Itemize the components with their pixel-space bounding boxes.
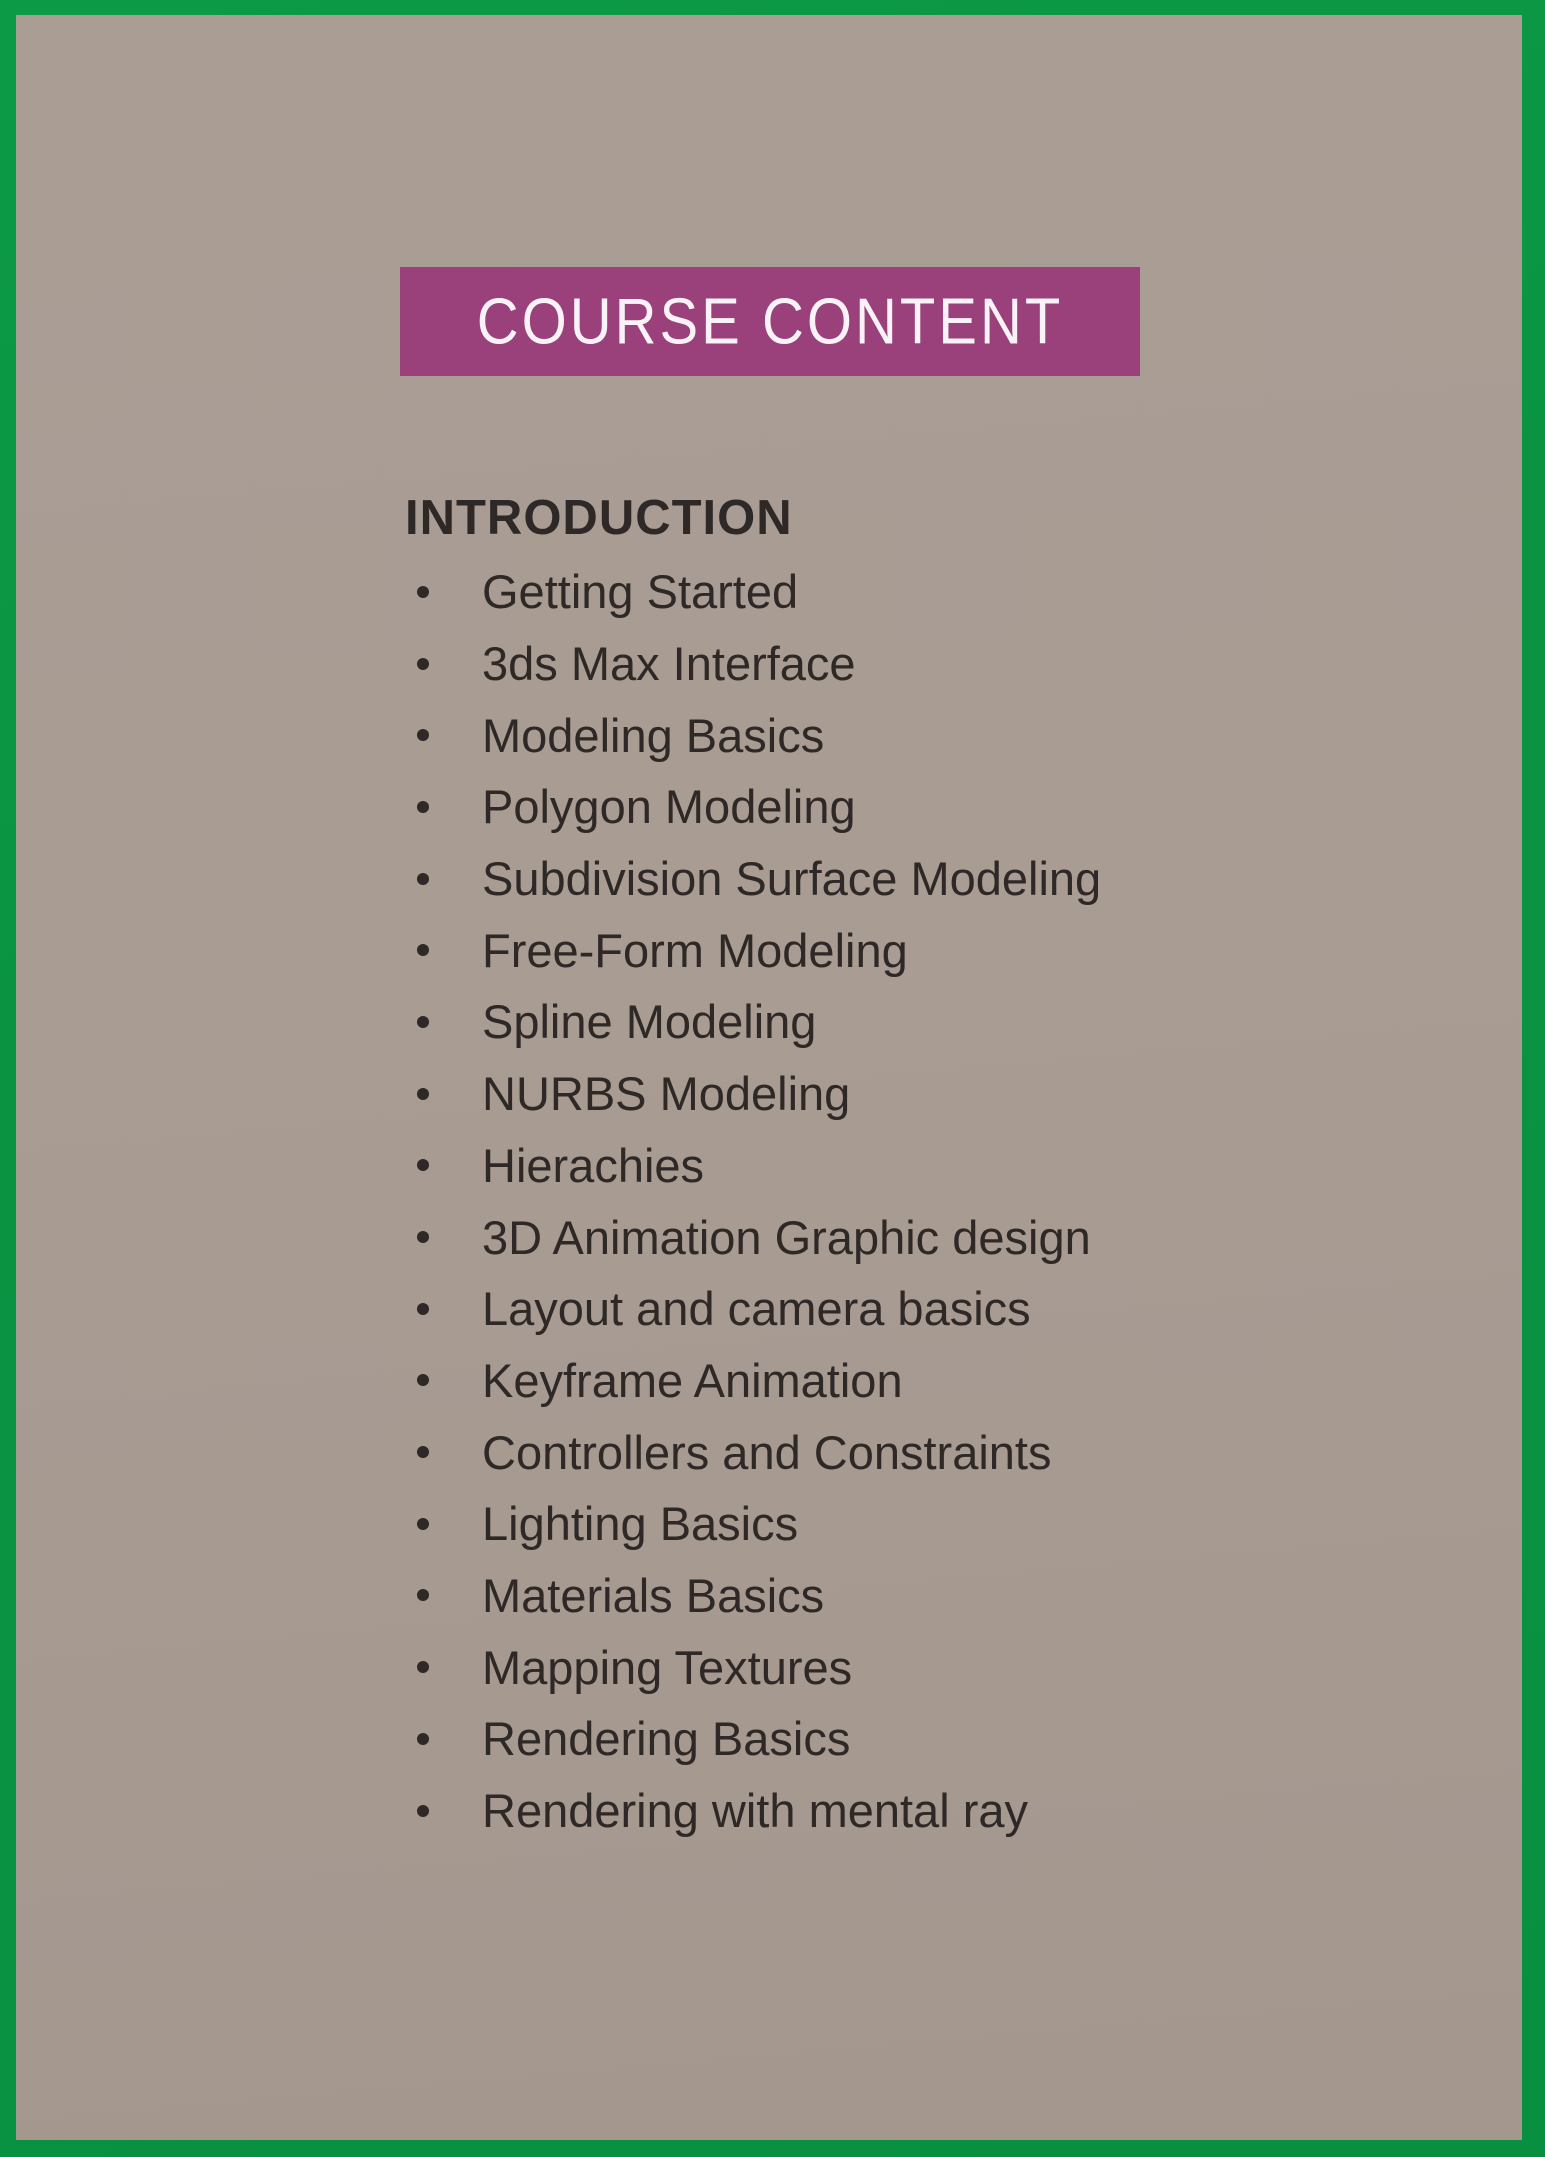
bullet-icon xyxy=(405,628,482,700)
topic-label: Keyframe Animation xyxy=(482,1353,903,1407)
topic-item xyxy=(405,1130,1305,1202)
bullet-icon xyxy=(405,843,482,915)
topic-item xyxy=(405,1345,1305,1417)
topic-label: Subdivision Surface Modeling xyxy=(482,852,1102,906)
topic-item xyxy=(405,843,1305,915)
bullet-icon xyxy=(405,1345,482,1417)
topic-label: Lighting Basics xyxy=(482,1497,799,1551)
topic-label: Hierachies xyxy=(482,1138,705,1192)
bullet-icon xyxy=(405,1703,482,1775)
topic-item xyxy=(405,1058,1305,1130)
slide-background xyxy=(16,15,1522,2140)
topic-item xyxy=(405,914,1305,986)
topic-item xyxy=(405,1273,1305,1345)
topic-item xyxy=(405,1775,1305,1847)
content-block xyxy=(405,480,1305,1846)
topic-label: Rendering Basics xyxy=(482,1712,851,1766)
topic-label: Free-Form Modeling xyxy=(482,923,908,977)
topic-label: Materials Basics xyxy=(482,1568,825,1622)
bullet-icon xyxy=(405,556,482,628)
topic-label: Modeling Basics xyxy=(482,708,825,762)
topic-item xyxy=(405,1631,1305,1703)
topic-item xyxy=(405,628,1305,700)
topic-label: Spline Modeling xyxy=(482,995,817,1049)
bullet-icon xyxy=(405,1631,482,1703)
section-heading: INTRODUCTION xyxy=(405,491,793,545)
banner-title: COURSE CONTENT xyxy=(476,285,1064,358)
topic-label: NURBS Modeling xyxy=(482,1067,851,1121)
bullet-icon xyxy=(405,986,482,1058)
topic-item xyxy=(405,556,1305,628)
topic-item xyxy=(405,1416,1305,1488)
topic-item xyxy=(405,1560,1305,1632)
topic-label: 3ds Max Interface xyxy=(482,637,856,691)
topic-label: 3D Animation Graphic design xyxy=(482,1210,1091,1264)
bullet-icon xyxy=(405,1058,482,1130)
bullet-icon xyxy=(405,1273,482,1345)
topic-item xyxy=(405,986,1305,1058)
topic-label: Mapping Textures xyxy=(482,1640,853,1694)
topic-item xyxy=(405,771,1305,843)
bullet-icon xyxy=(405,699,482,771)
bullet-icon xyxy=(405,1130,482,1202)
bullet-icon xyxy=(405,1560,482,1632)
topic-item xyxy=(405,1488,1305,1560)
topic-label: Polygon Modeling xyxy=(482,780,856,834)
topic-label: Rendering with mental ray xyxy=(482,1784,1028,1838)
bullet-icon xyxy=(405,771,482,843)
topic-label: Getting Started xyxy=(482,565,799,619)
topic-label: Controllers and Constraints xyxy=(482,1425,1052,1479)
bullet-icon xyxy=(405,1488,482,1560)
course-content-banner xyxy=(400,267,1140,376)
bullet-icon xyxy=(405,914,482,986)
topic-item xyxy=(405,1201,1305,1273)
topic-item xyxy=(405,1703,1305,1775)
topic-label: Layout and camera basics xyxy=(482,1282,1031,1336)
bullet-icon xyxy=(405,1775,482,1847)
course-topic-list xyxy=(405,556,1305,1846)
bullet-icon xyxy=(405,1201,482,1273)
topic-item xyxy=(405,699,1305,771)
bullet-icon xyxy=(405,1416,482,1488)
